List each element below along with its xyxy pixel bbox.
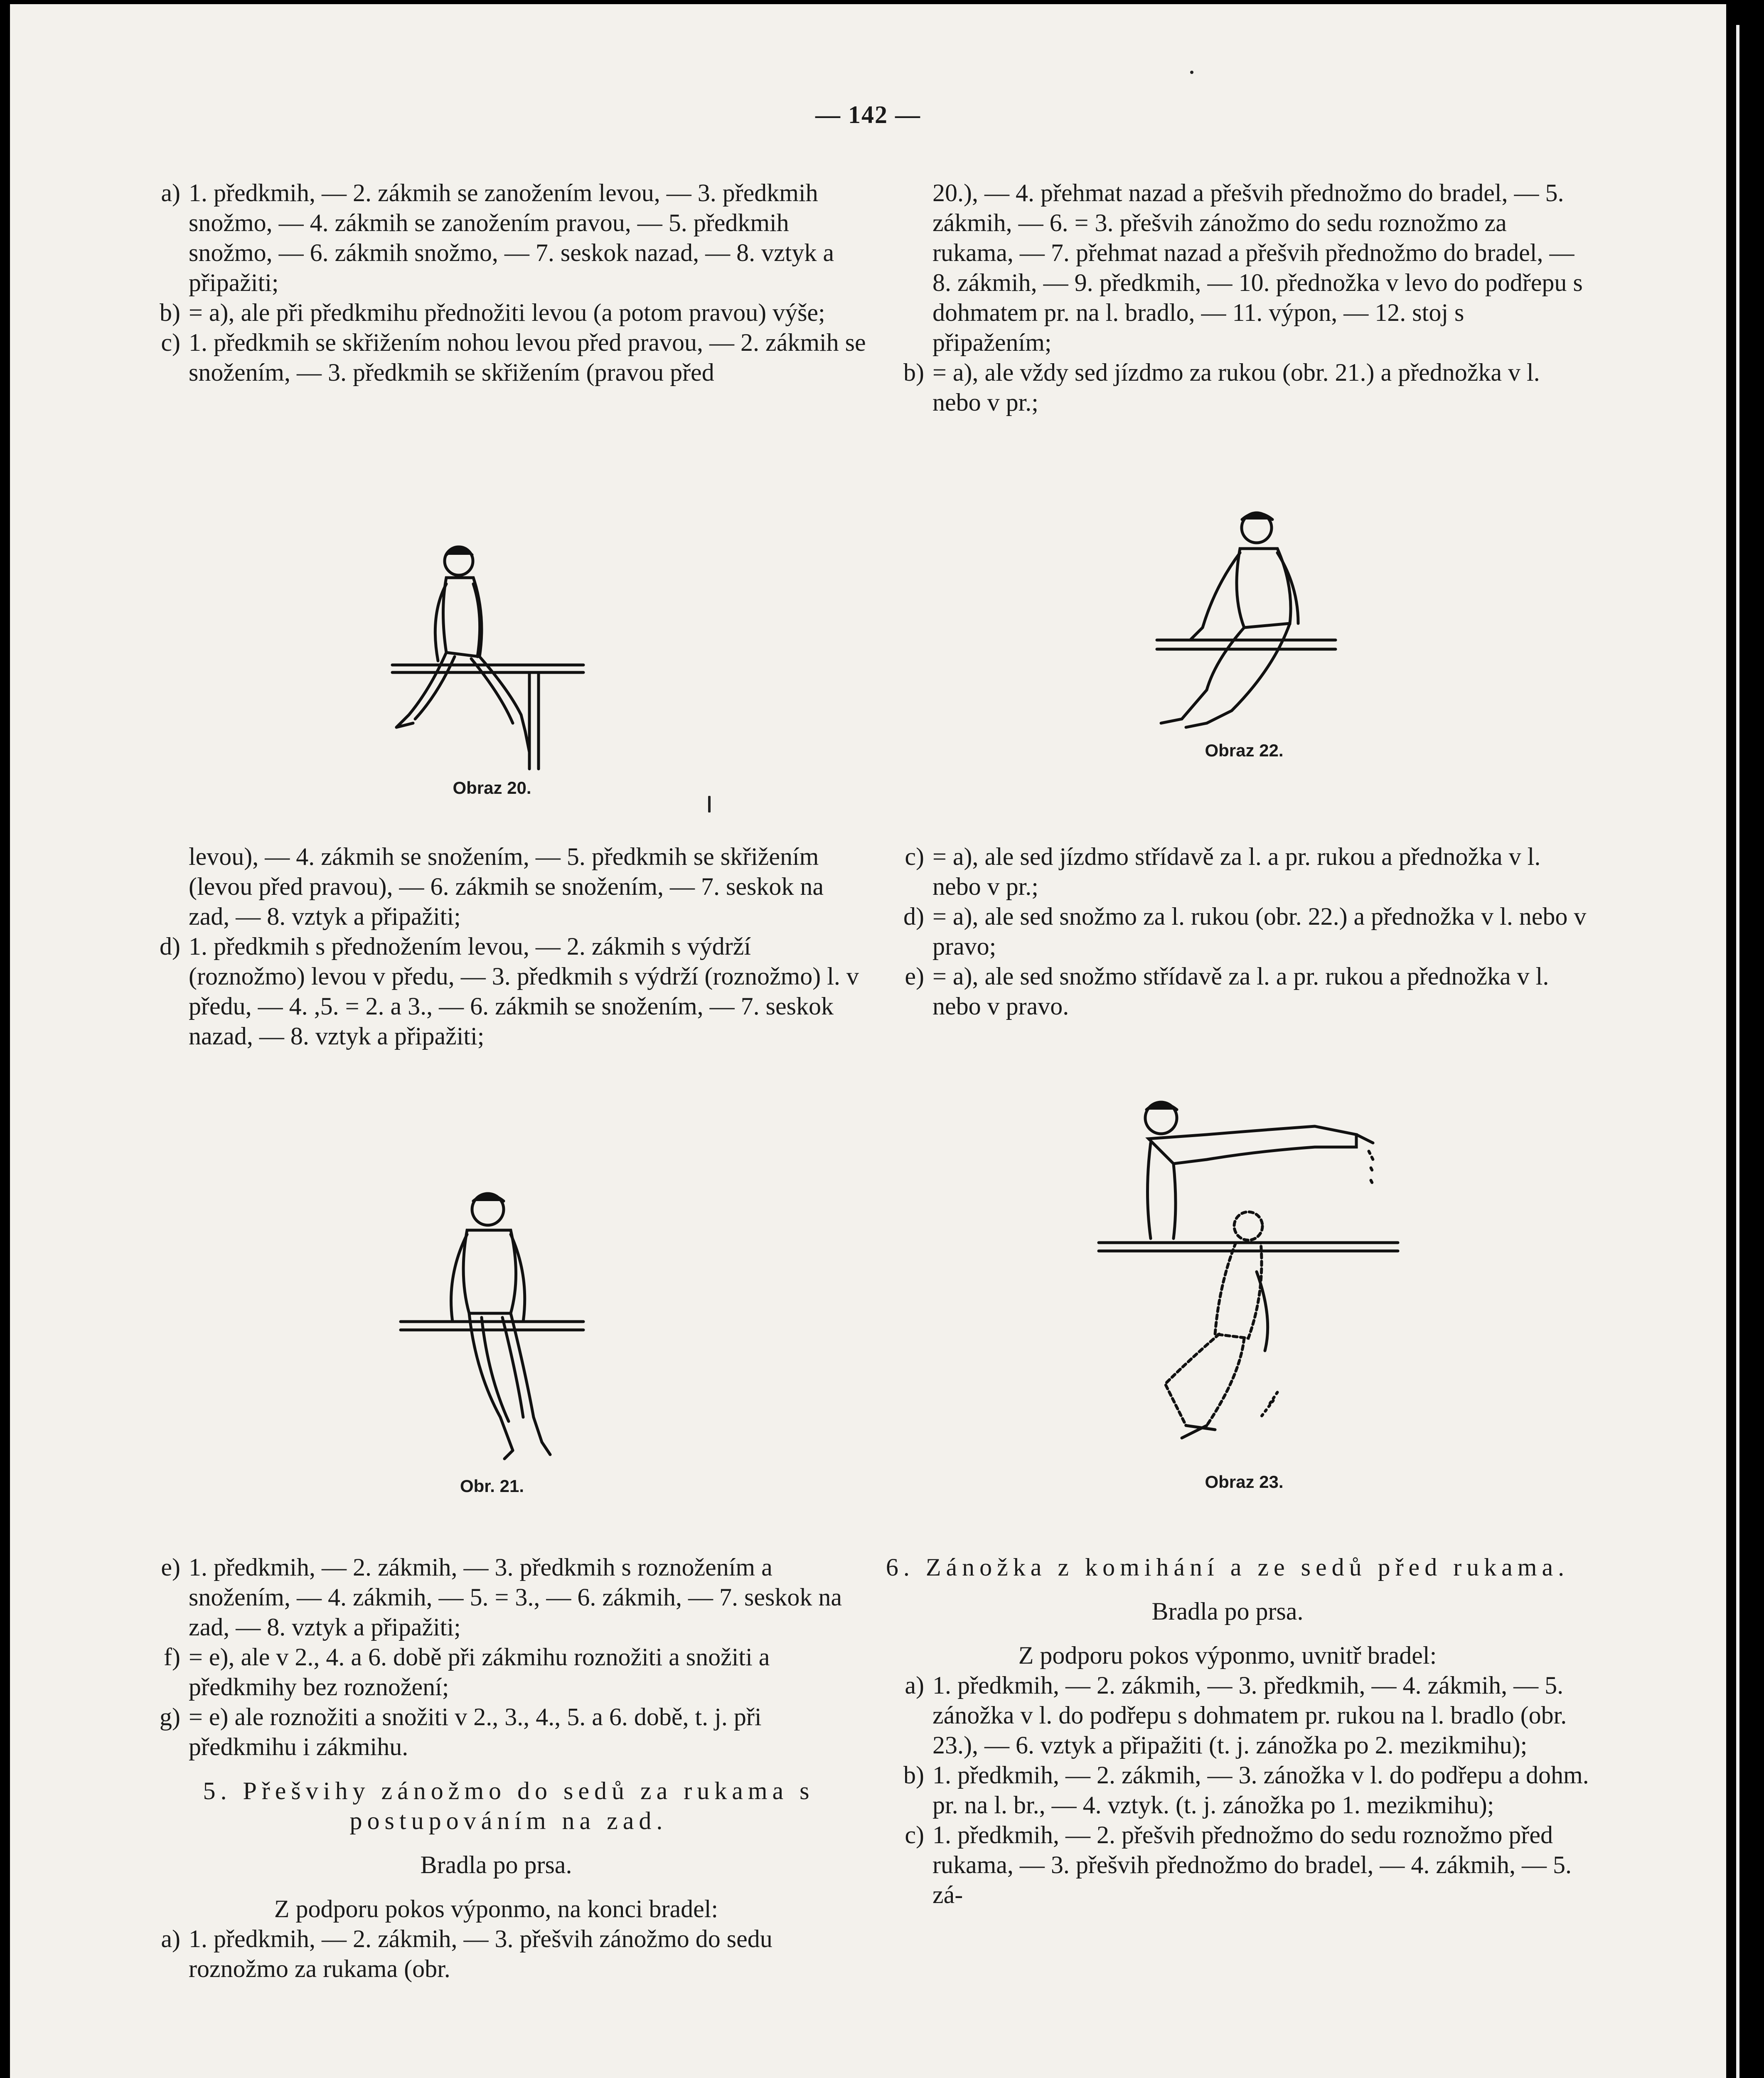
figure-22 — [1149, 503, 1340, 761]
item-label: c) — [161, 329, 180, 356]
item-text: = a), ale sed jízdmo střídavě za l. a pr. rukou a přednožka v l. nebo v pr.; — [932, 843, 1541, 900]
item-label: d) — [903, 903, 924, 930]
item-label: a) — [161, 179, 180, 207]
gymnast-rear-vault-with-spotter-illustration — [1082, 1085, 1406, 1467]
exercise-item — [122, 931, 870, 1051]
page-number: — 142 — — [815, 101, 921, 128]
item-text: = a), ale sed snožmo za l. rukou (obr. 22.) a přednožka v l. nebo v pravo; — [932, 903, 1587, 960]
item-label: e) — [905, 963, 924, 990]
section-5-title: 5. Přešvihy zánožmo do sedů za rukama s postupováním na zad. — [203, 1777, 814, 1834]
item-text: 1. předkmih s přednožením levou, — 2. zákmih s výdrží (roznožmo) levou v předu, — 3. předkmih s výdrží (roznožmo) l. v předu, — 4. ,5. = 2. a 3., — 6. zákmih se snožením, — 7. seskok nazad, — 8. vztyk a připažiti; — [189, 933, 859, 1050]
scan-speck — [708, 796, 711, 812]
item-label: a) — [905, 1672, 924, 1699]
item-text: 20.), — 4. přehmat nazad a přešvih přednožmo do bradel, — 5. zákmih, — 6. = 3. přešvih zánožmo do sedu roznožmo za rukama, — 7. přehmat nazad a přešvih přednožmo do bradel, — 8. zákmih, — 9. předkmih, — 10. přednožka v levo do podřepu s dohmatem pr. na l. bradlo, — 11. výpon, — 12. stoj s připažením; — [932, 179, 1583, 356]
exercise-item — [122, 1702, 870, 1762]
exercise-item — [866, 842, 1589, 901]
exercise-item — [122, 1642, 870, 1702]
item-text: 1. předkmih, — 2. zákmih, — 3. zánožka v l. do podřepu a dohm. pr. na l. br., — 4. vztyk. (t. j. zánožka po 1. mezikmihu); — [932, 1761, 1589, 1819]
figure-21 — [396, 1184, 588, 1496]
exercise-item — [122, 327, 870, 387]
item-text: 1. předkmih, — 2. zákmih, — 3. přešvih zánožmo do sedu roznožmo za rukama (obr. — [189, 1925, 773, 1982]
exercise-item — [122, 1552, 870, 1642]
gymnast-side-seat-illustration — [396, 1184, 588, 1471]
left-top-block — [122, 178, 870, 387]
item-label: b) — [903, 359, 924, 386]
figure-23 — [1082, 1085, 1406, 1492]
item-text: = a), ale při předkmihu přednožiti levou (a potom pravou) výše; — [189, 299, 825, 326]
section-5-intro: Z podporu pokos výponmo, na konci bradel: — [274, 1895, 718, 1923]
item-text: 1. předkmih, — 2. zákmih, — 3. předkmih s roznožením a snožením, — 4. zákmih, — 5. = 3., — 6. zákmih, — 7. seskok na zad, — 8. vztyk a připažiti; — [189, 1554, 842, 1641]
exercise-item — [122, 1924, 870, 1984]
left-bottom-block — [122, 1552, 870, 1984]
exercise-item — [122, 178, 870, 298]
right-middle-block — [866, 842, 1589, 1021]
exercise-item — [866, 357, 1589, 417]
item-label: a) — [161, 1925, 180, 1952]
item-label: c) — [905, 843, 924, 870]
section-6-intro: Z podporu pokos výponmo, uvnitř bradel: — [1018, 1642, 1437, 1669]
exercise-item — [866, 961, 1589, 1021]
figure-23-caption: Obraz 23. — [1205, 1472, 1284, 1492]
exercise-item — [866, 1820, 1589, 1910]
exercise-item-continued — [866, 178, 1589, 357]
right-bottom-block — [866, 1552, 1589, 1910]
scanned-page — [10, 4, 1726, 2078]
item-text: 1. předkmih, — 2. zákmih, — 3. předkmih, — 4. zákmih, — 5. zánožka v l. do podřepu s dohmatem pr. rukou na l. bradlo (obr. 23.), — 6. vztyk a připažiti (t. j. zánožka po 2. mezikmihu); — [932, 1672, 1567, 1759]
figure-20-caption: Obraz 20. — [453, 778, 531, 798]
scan-speck — [1190, 71, 1193, 74]
scan-edge-line — [1736, 25, 1739, 2078]
item-text: = e), ale v 2., 4. a 6. době při zákmihu roznožiti a snožiti a předkmihy bez roznožení; — [189, 1643, 770, 1701]
exercise-item — [866, 901, 1589, 961]
exercise-item — [122, 298, 870, 327]
gymnast-straddle-seat-illustration — [384, 532, 600, 773]
item-label: f) — [164, 1643, 180, 1671]
item-label: b) — [160, 299, 180, 326]
item-label: e) — [161, 1554, 180, 1581]
gymnast-seat-both-legs-illustration — [1149, 503, 1340, 736]
figure-20 — [384, 532, 600, 798]
item-text: = a), ale vždy sed jízdmo za rukou (obr. 21.) a přednožka v l. nebo v pr.; — [932, 359, 1540, 416]
item-label: d) — [160, 933, 180, 960]
section-5-subtitle: Bradla po prsa. — [420, 1851, 572, 1879]
item-text: = e) ale roznožiti a snožiti v 2., 3., 4., 5. a 6. době, t. j. při předkmihu i zákmihu. — [189, 1703, 762, 1760]
right-top-block — [866, 178, 1589, 417]
item-label: c) — [905, 1821, 924, 1849]
section-6-subtitle: Bradla po prsa. — [1151, 1598, 1304, 1625]
item-label: b) — [903, 1761, 924, 1789]
exercise-item — [866, 1760, 1589, 1820]
item-text: 1. předkmih se skřižením nohou levou před pravou, — 2. zákmih se snožením, — 3. předkmih se skřižením (pravou před — [189, 329, 866, 386]
figure-22-caption: Obraz 22. — [1205, 741, 1284, 760]
item-text: levou), — 4. zákmih se snožením, — 5. předkmih se skřižením (levou před pravou), — 6. zákmih se snožením, — 7. seskok na zad, — 8. vztyk a připažiti; — [189, 843, 824, 930]
figure-21-caption: Obr. 21. — [460, 1476, 524, 1496]
item-text: 1. předkmih, — 2. zákmih se zanožením levou, — 3. předkmih snožmo, — 4. zákmih se zanožením pravou, — 5. předkmih snožmo, — 6. zákmih snožmo, — 7. seskok nazad, — 8. vztyk a připažiti; — [189, 179, 834, 296]
section-6-title: 6. Zánožka z komihání a ze sedů před rukama. — [886, 1554, 1570, 1581]
exercise-item-continued — [122, 842, 870, 931]
item-label: g) — [160, 1703, 180, 1731]
left-middle-block — [122, 842, 870, 1051]
exercise-item — [866, 1670, 1589, 1760]
item-text: = a), ale sed snožmo střídavě za l. a pr. rukou a přednožka v l. nebo v pravo. — [932, 963, 1549, 1020]
item-text: 1. předkmih, — 2. přešvih přednožmo do sedu roznožmo před rukama, — 3. přešvih přednožmo do bradel, — 4. zákmih, — 5. zá- — [932, 1821, 1572, 1908]
